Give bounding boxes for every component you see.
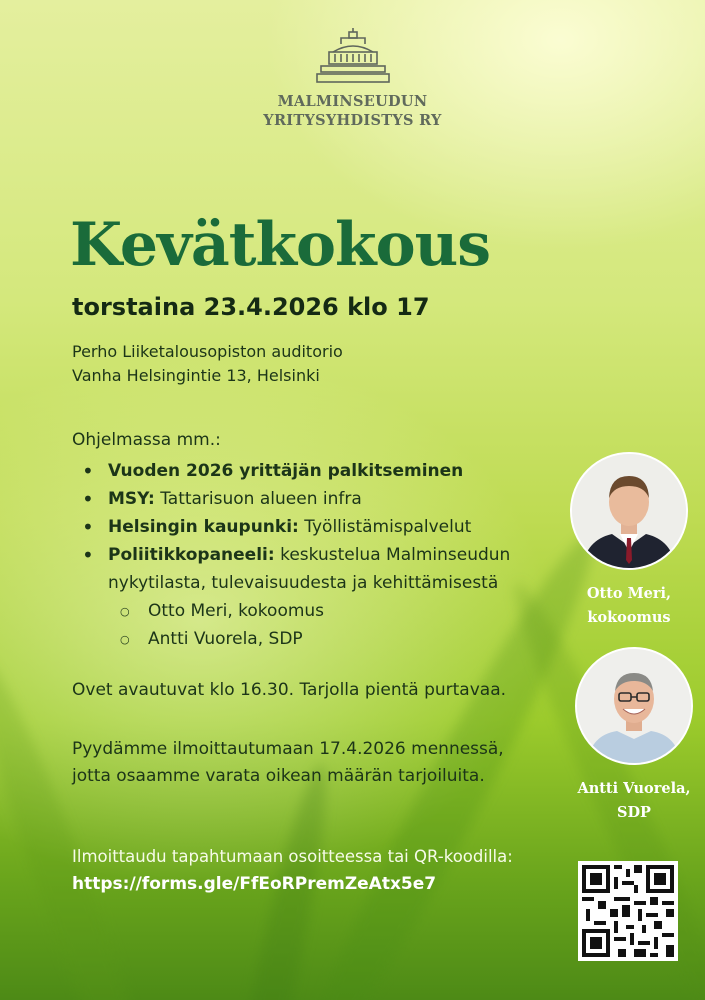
programme-list (78, 457, 558, 653)
event-title: Kevätkokous (70, 210, 491, 280)
speaker-name (570, 582, 688, 630)
programme-item-bold: Poliitikkopaneeli: (108, 545, 275, 565)
speaker-name-line1: Otto Meri, (586, 585, 672, 602)
panelist-item: ○ Antti Vuorela, SDP (118, 625, 558, 653)
programme-item (78, 485, 558, 513)
signup-lead: Ilmoittaudu tapahtumaan osoitteessa tai QR-koodilla: (72, 847, 513, 866)
panelist-item: ○ Otto Meri, kokoomus (118, 597, 558, 625)
event-date: torstaina 23.4.2026 klo 17 (72, 293, 430, 321)
speaker-name (570, 777, 698, 825)
person-portrait-icon (577, 649, 691, 763)
speaker-name-line2: kokoomus (587, 609, 671, 626)
speaker-card (570, 647, 698, 825)
organization-name-line1: MALMINSEUDUN (277, 93, 428, 110)
venue-name: Perho Liiketalousopiston auditorio (72, 342, 343, 361)
programme-item-bold: Vuoden 2026 yrittäjän palkitseminen (108, 461, 464, 481)
speaker-name-line1: Antti Vuorela, (577, 780, 691, 797)
registration-info (72, 736, 504, 790)
panelist-list (108, 597, 558, 653)
speaker-card (570, 452, 688, 630)
organization-name-line2: YRITYSYHDISTYS RY (263, 112, 442, 129)
person-portrait-icon (572, 454, 686, 568)
programme-item-bold: Helsingin kaupunki: (108, 517, 299, 537)
event-venue (72, 340, 343, 388)
speaker-name-line2: SDP (617, 804, 651, 821)
qr-code[interactable] (578, 861, 678, 961)
organization-logo (0, 28, 705, 130)
venue-address: Vanha Helsingintie 13, Helsinki (72, 366, 320, 385)
programme-item (78, 513, 558, 541)
programme-item-text: Tattarisuon alueen infra (154, 489, 362, 509)
qr-code-icon (578, 861, 678, 961)
building-logo-icon (315, 28, 391, 86)
speaker-photo (575, 647, 693, 765)
signup-link[interactable]: https://forms.gle/FfEoRPremZeAtx5e7 (72, 874, 437, 894)
programme-item-bold: MSY: (108, 489, 155, 509)
programme-item-text: Työllistämispalvelut (298, 517, 472, 537)
programme-item-text: keskustelua Malminseudun nykytilasta, tulevaisuudesta ja kehittämisestä (108, 545, 511, 593)
programme-item (78, 541, 558, 653)
programme-heading: Ohjelmassa mm.: (72, 430, 221, 450)
doors-info: Ovet avautuvat klo 16.30. Tarjolla pientä purtavaa. (72, 680, 507, 700)
programme-item (78, 457, 558, 485)
registration-line1: Pyydämme ilmoittautumaan 17.4.2026 mennessä, (72, 739, 504, 759)
registration-line2: jotta osaamme varata oikean määrän tarjoiluita. (72, 766, 485, 786)
speaker-photo (570, 452, 688, 570)
organization-name (0, 92, 705, 130)
